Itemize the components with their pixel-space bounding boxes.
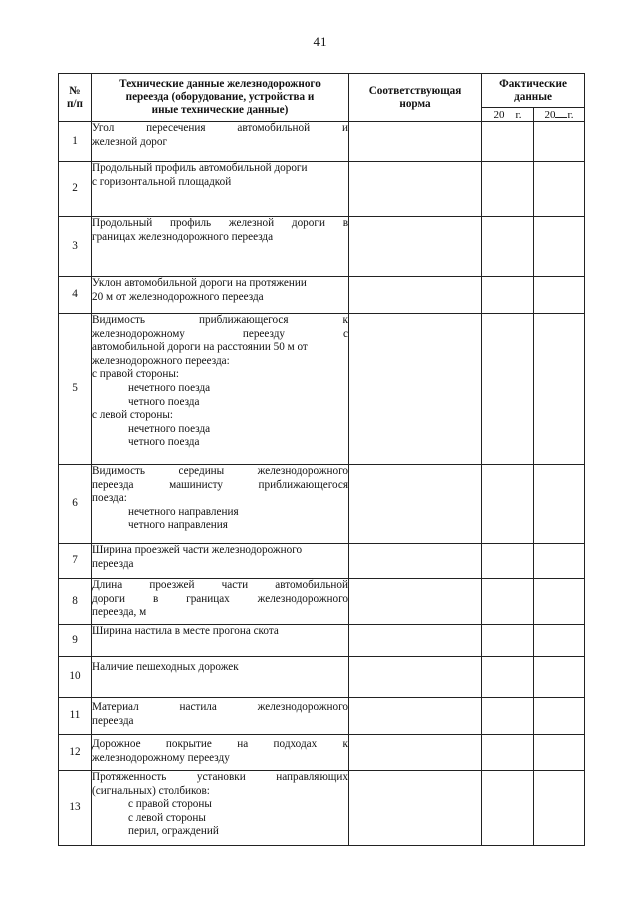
row-number: 3 — [59, 217, 92, 277]
norm-cell[interactable] — [349, 735, 482, 771]
row-description — [92, 122, 349, 162]
header-norm-line1: Соответствующая — [368, 84, 462, 97]
crossing-technical-data-table — [58, 73, 585, 846]
row-number: 8 — [59, 579, 92, 625]
table-row — [59, 657, 585, 698]
row-description — [92, 698, 349, 735]
actual-cell-year-1[interactable] — [482, 544, 534, 579]
row-text-line: с горизонтальной площадкой — [92, 175, 232, 188]
actual-cell-year-2[interactable] — [534, 314, 585, 465]
table-row — [59, 544, 585, 579]
table-row — [59, 314, 585, 465]
row-number: 5 — [59, 314, 92, 465]
table-row — [59, 579, 585, 625]
header-actual-line2: данные — [514, 90, 552, 103]
row-text-line: нечетного поезда — [128, 381, 211, 394]
row-text-line: с правой стороны: — [92, 368, 179, 381]
actual-cell-year-2[interactable] — [534, 735, 585, 771]
header-description — [92, 74, 349, 122]
header-norm-line2: норма — [399, 97, 431, 110]
table-row — [59, 698, 585, 735]
row-number: 9 — [59, 625, 92, 657]
year-1-prefix: 20 — [493, 108, 505, 121]
header-number — [59, 74, 92, 122]
norm-cell[interactable] — [349, 579, 482, 625]
row-description — [92, 465, 349, 544]
year-2-blank — [555, 108, 567, 118]
row-text-line: железной дорог — [92, 135, 168, 148]
row-text-line: Угол пересечения автомобильной и — [92, 122, 348, 134]
header-description-line1: Технические данные железнодорожного — [119, 78, 321, 90]
header-description-line2: переезда (оборудование, устройства и — [125, 91, 315, 103]
row-text-line: Ширина проезжей части железнодорожного — [92, 544, 303, 556]
actual-cell-year-1[interactable] — [482, 162, 534, 217]
row-text-line: железнодорожному переезду — [92, 751, 230, 764]
row-number: 6 — [59, 465, 92, 544]
table-row — [59, 217, 585, 277]
actual-cell-year-1[interactable] — [482, 217, 534, 277]
norm-cell[interactable] — [349, 217, 482, 277]
row-text-line: переезда, м — [92, 606, 147, 619]
year-2-suffix: г. — [567, 109, 574, 121]
norm-cell[interactable] — [349, 277, 482, 314]
header-year-1 — [482, 108, 534, 122]
actual-cell-year-2[interactable] — [534, 465, 585, 544]
actual-cell-year-2[interactable] — [534, 771, 585, 846]
row-text-line: автомобильной дороги на расстоянии 50 м от — [92, 341, 308, 354]
row-text-line: с левой стороны: — [92, 409, 173, 422]
norm-cell[interactable] — [349, 314, 482, 465]
row-description — [92, 625, 349, 657]
year-1-suffix: г. — [515, 108, 522, 121]
row-description — [92, 544, 349, 579]
norm-cell[interactable] — [349, 122, 482, 162]
row-text-line: поезда: — [92, 492, 127, 505]
year-2-prefix: 20 — [544, 109, 556, 121]
row-number: 11 — [59, 698, 92, 735]
row-description — [92, 217, 349, 277]
actual-cell-year-2[interactable] — [534, 162, 585, 217]
row-number: 1 — [59, 122, 92, 162]
row-description — [92, 162, 349, 217]
row-text-line: четного направления — [128, 519, 228, 532]
row-text-line: Длина проезжей части автомобильной — [92, 579, 348, 591]
row-text-line: нечетного поезда — [128, 422, 211, 435]
table-row — [59, 122, 585, 162]
norm-cell[interactable] — [349, 771, 482, 846]
table-row — [59, 735, 585, 771]
row-text-line: (сигнальных) столбиков: — [92, 784, 210, 797]
norm-cell[interactable] — [349, 698, 482, 735]
row-description — [92, 314, 349, 465]
header-actual-data — [482, 74, 585, 108]
header-norm — [349, 74, 482, 122]
table-row — [59, 277, 585, 314]
actual-cell-year-2[interactable] — [534, 579, 585, 625]
row-text-line: нечетного направления — [128, 505, 239, 518]
row-text-line: переезда — [92, 714, 134, 727]
row-number: 2 — [59, 162, 92, 217]
row-text-line: с правой стороны — [128, 798, 212, 811]
table-row — [59, 162, 585, 217]
header-actual-line1: Фактические — [499, 77, 567, 90]
row-number: 13 — [59, 771, 92, 846]
actual-cell-year-2[interactable] — [534, 625, 585, 657]
norm-cell[interactable] — [349, 162, 482, 217]
actual-cell-year-1[interactable] — [482, 735, 534, 771]
row-number: 4 — [59, 277, 92, 314]
row-text-line: дороги в границах железнодорожного — [92, 592, 348, 605]
actual-cell-year-1[interactable] — [482, 698, 534, 735]
row-text-line: Протяженность установки направляющих — [92, 771, 348, 783]
actual-cell-year-2[interactable] — [534, 698, 585, 735]
row-text-line: переезда машинисту приближающегося — [92, 478, 348, 491]
actual-cell-year-2[interactable] — [534, 657, 585, 698]
row-text-line: 20 м от железнодорожного переезда — [92, 290, 264, 303]
actual-cell-year-2[interactable] — [534, 122, 585, 162]
row-text-line: с левой стороны — [128, 811, 206, 824]
actual-cell-year-1[interactable] — [482, 579, 534, 625]
norm-cell[interactable] — [349, 625, 482, 657]
row-text-line: железнодорожному переезду с — [92, 327, 348, 340]
row-description — [92, 579, 349, 625]
row-text-line: Продольный профиль железной дороги в — [92, 217, 348, 229]
table-row — [59, 465, 585, 544]
row-description — [92, 771, 349, 846]
row-number: 10 — [59, 657, 92, 698]
row-text-line: четного поезда — [128, 395, 200, 408]
row-text-line: Наличие пешеходных дорожек — [92, 661, 239, 673]
actual-cell-year-1[interactable] — [482, 771, 534, 846]
header-description-line3: иные технические данные) — [151, 104, 289, 116]
row-description — [92, 277, 349, 314]
actual-cell-year-1[interactable] — [482, 277, 534, 314]
row-text-line: четного поезда — [128, 436, 200, 449]
header-number-line2: п/п — [66, 97, 83, 110]
table-row — [59, 771, 585, 846]
row-text-line: Уклон автомобильной дороги на протяжении — [92, 277, 307, 289]
table-row — [59, 625, 585, 657]
actual-cell-year-1[interactable] — [482, 465, 534, 544]
norm-cell[interactable] — [349, 544, 482, 579]
header-number-line1: № — [69, 84, 81, 97]
table-header-row — [59, 74, 585, 108]
actual-cell-year-2[interactable] — [534, 544, 585, 579]
norm-cell[interactable] — [349, 657, 482, 698]
actual-cell-year-2[interactable] — [534, 217, 585, 277]
actual-cell-year-2[interactable] — [534, 277, 585, 314]
actual-cell-year-1[interactable] — [482, 122, 534, 162]
row-number: 12 — [59, 735, 92, 771]
row-text-line: Ширина настила в месте прогона скота — [92, 625, 279, 637]
row-text-line: Материал настила железнодорожного — [92, 701, 348, 713]
row-text-line: границах железнодорожного переезда — [92, 230, 274, 243]
header-year-2 — [534, 108, 585, 122]
row-text-line: перил, ограждений — [128, 825, 219, 838]
row-text-line: Продольный профиль автомобильной дороги — [92, 162, 308, 174]
row-number: 7 — [59, 544, 92, 579]
row-text-line: Дорожное покрытие на подходах к — [92, 738, 348, 750]
page-number: 41 — [313, 34, 327, 49]
norm-cell[interactable] — [349, 465, 482, 544]
row-description — [92, 735, 349, 771]
row-text-line: переезда — [92, 557, 134, 570]
row-text-line: железнодорожного переезда: — [92, 354, 230, 367]
row-description — [92, 657, 349, 698]
actual-cell-year-1[interactable] — [482, 314, 534, 465]
actual-cell-year-1[interactable] — [482, 657, 534, 698]
actual-cell-year-1[interactable] — [482, 625, 534, 657]
row-text-line: Видимость приближающегося к — [92, 314, 348, 326]
row-text-line: Видимость середины железнодорожного — [92, 465, 348, 477]
